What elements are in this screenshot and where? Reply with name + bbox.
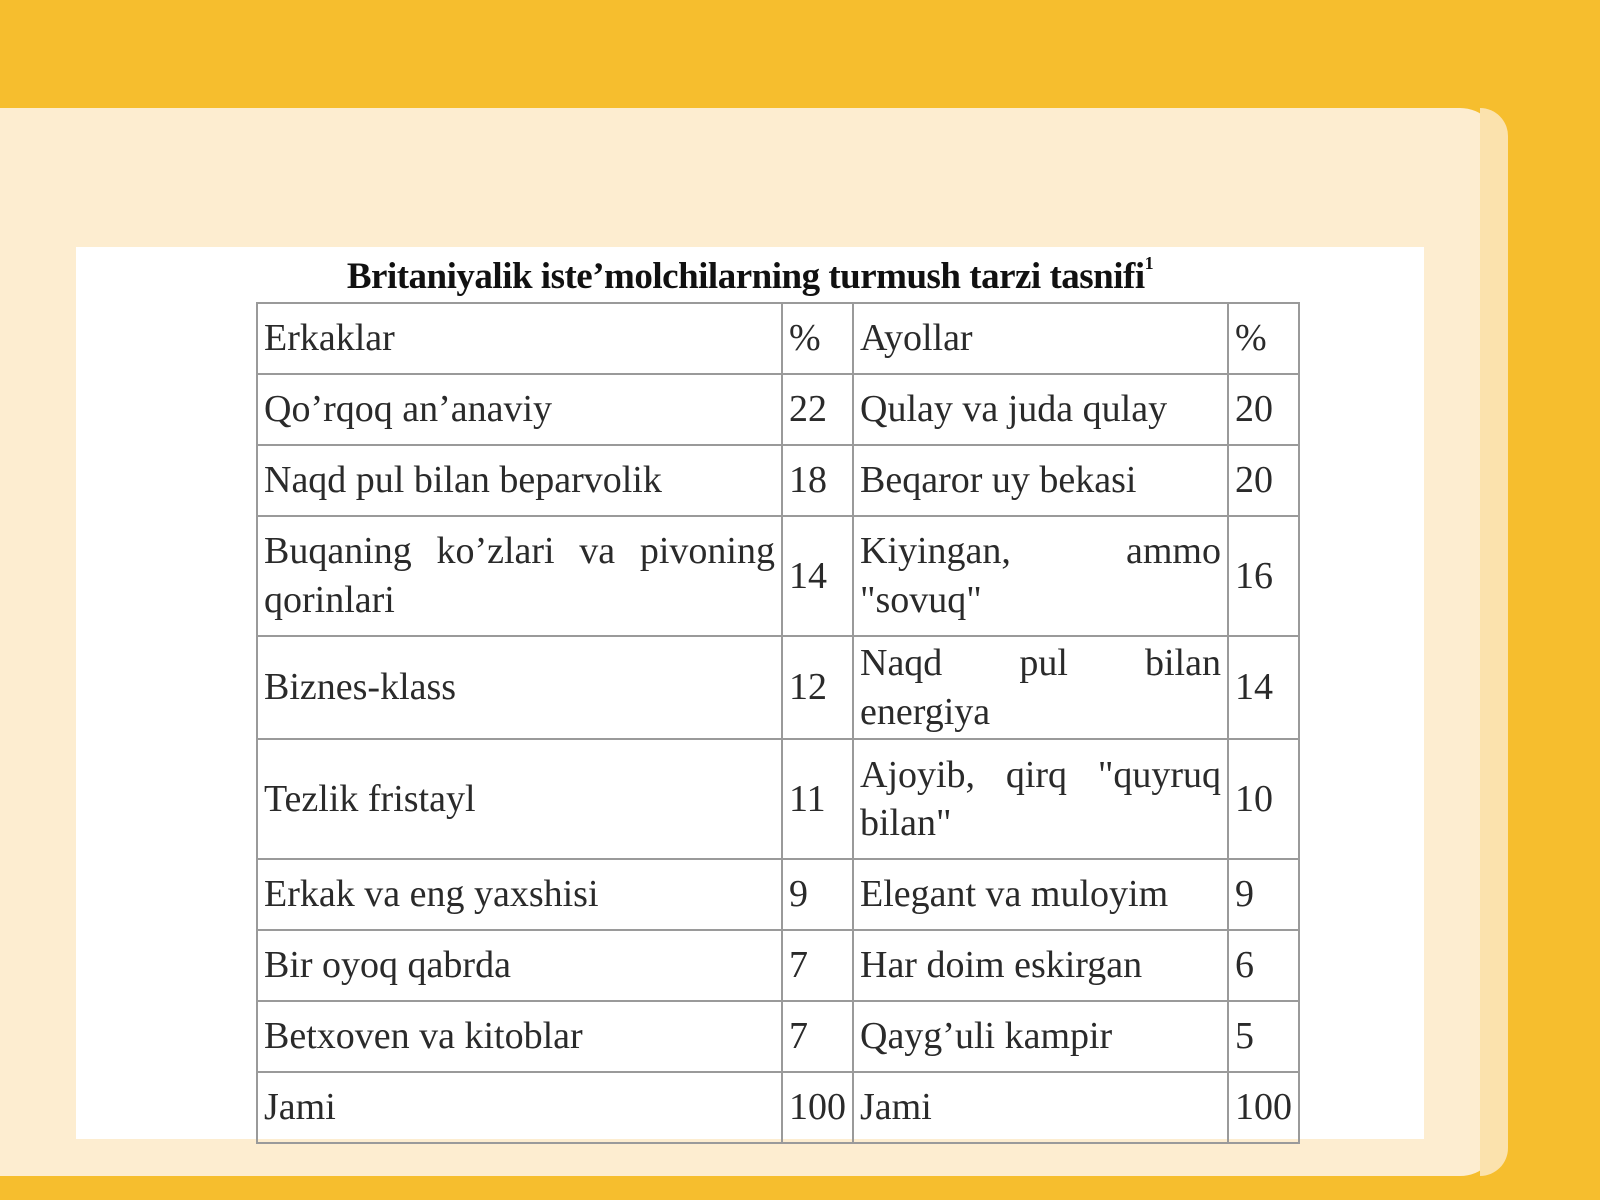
- women-percent: 20: [1228, 445, 1299, 516]
- table-row: [257, 516, 1299, 636]
- women-category: Kiyingan, ammo "sovuq": [853, 516, 1228, 636]
- men-category: Betxoven va kitoblar: [257, 1001, 782, 1072]
- lifestyle-table: [256, 302, 1300, 1144]
- women-category: Ajoyib, qirq "quyruq bilan": [853, 739, 1228, 859]
- men-percent: 22: [782, 374, 853, 445]
- women-percent: 20: [1228, 374, 1299, 445]
- men-total-percent: 100: [782, 1072, 853, 1143]
- women-percent: 10: [1228, 739, 1299, 859]
- women-percent: 9: [1228, 859, 1299, 930]
- women-total-percent: 100: [1228, 1072, 1299, 1143]
- table-total-row: [257, 1072, 1299, 1143]
- table-row: [257, 739, 1299, 859]
- men-total-label: Jami: [257, 1072, 782, 1143]
- men-percent: 14: [782, 516, 853, 636]
- women-category: Qayg’uli kampir: [853, 1001, 1228, 1072]
- men-category: Bir oyoq qabrda: [257, 930, 782, 1001]
- header-women: Ayollar: [853, 303, 1228, 374]
- women-percent: 6: [1228, 930, 1299, 1001]
- men-percent: 7: [782, 930, 853, 1001]
- women-percent: 14: [1228, 636, 1299, 739]
- men-percent: 18: [782, 445, 853, 516]
- women-category: Elegant va muloyim: [853, 859, 1228, 930]
- men-category: Buqaning ko’zlari va pivoning qorinlari: [257, 516, 782, 636]
- women-percent: 5: [1228, 1001, 1299, 1072]
- women-category: Naqd pul bilan energiya: [853, 636, 1228, 739]
- footnote-marker: 1: [1144, 253, 1154, 273]
- men-category: Biznes-klass: [257, 636, 782, 739]
- table-row: [257, 636, 1299, 739]
- table-panel: [76, 247, 1424, 1139]
- men-percent: 9: [782, 859, 853, 930]
- men-percent: 7: [782, 1001, 853, 1072]
- women-category: Har doim eskirgan: [853, 930, 1228, 1001]
- table-row: [257, 1001, 1299, 1072]
- table-title: [76, 255, 1424, 298]
- table-row: [257, 374, 1299, 445]
- table-row: [257, 859, 1299, 930]
- women-percent: 16: [1228, 516, 1299, 636]
- header-men: Erkaklar: [257, 303, 782, 374]
- men-category: Naqd pul bilan beparvolik: [257, 445, 782, 516]
- table-title-text: Britaniyalik iste’molchilarning turmush tarzi tasnifi: [346, 256, 1145, 297]
- header-women-percent: %: [1228, 303, 1299, 374]
- women-category: Qulay va juda qulay: [853, 374, 1228, 445]
- table-row: [257, 930, 1299, 1001]
- header-men-percent: %: [782, 303, 853, 374]
- men-percent: 11: [782, 739, 853, 859]
- men-percent: 12: [782, 636, 853, 739]
- men-category: Qo’rqoq an’anaviy: [257, 374, 782, 445]
- men-category: Erkak va eng yaxshisi: [257, 859, 782, 930]
- table-header-row: [257, 303, 1299, 374]
- women-category: Beqaror uy bekasi: [853, 445, 1228, 516]
- table-row: [257, 445, 1299, 516]
- men-category: Tezlik fristayl: [257, 739, 782, 859]
- women-total-label: Jami: [853, 1072, 1228, 1143]
